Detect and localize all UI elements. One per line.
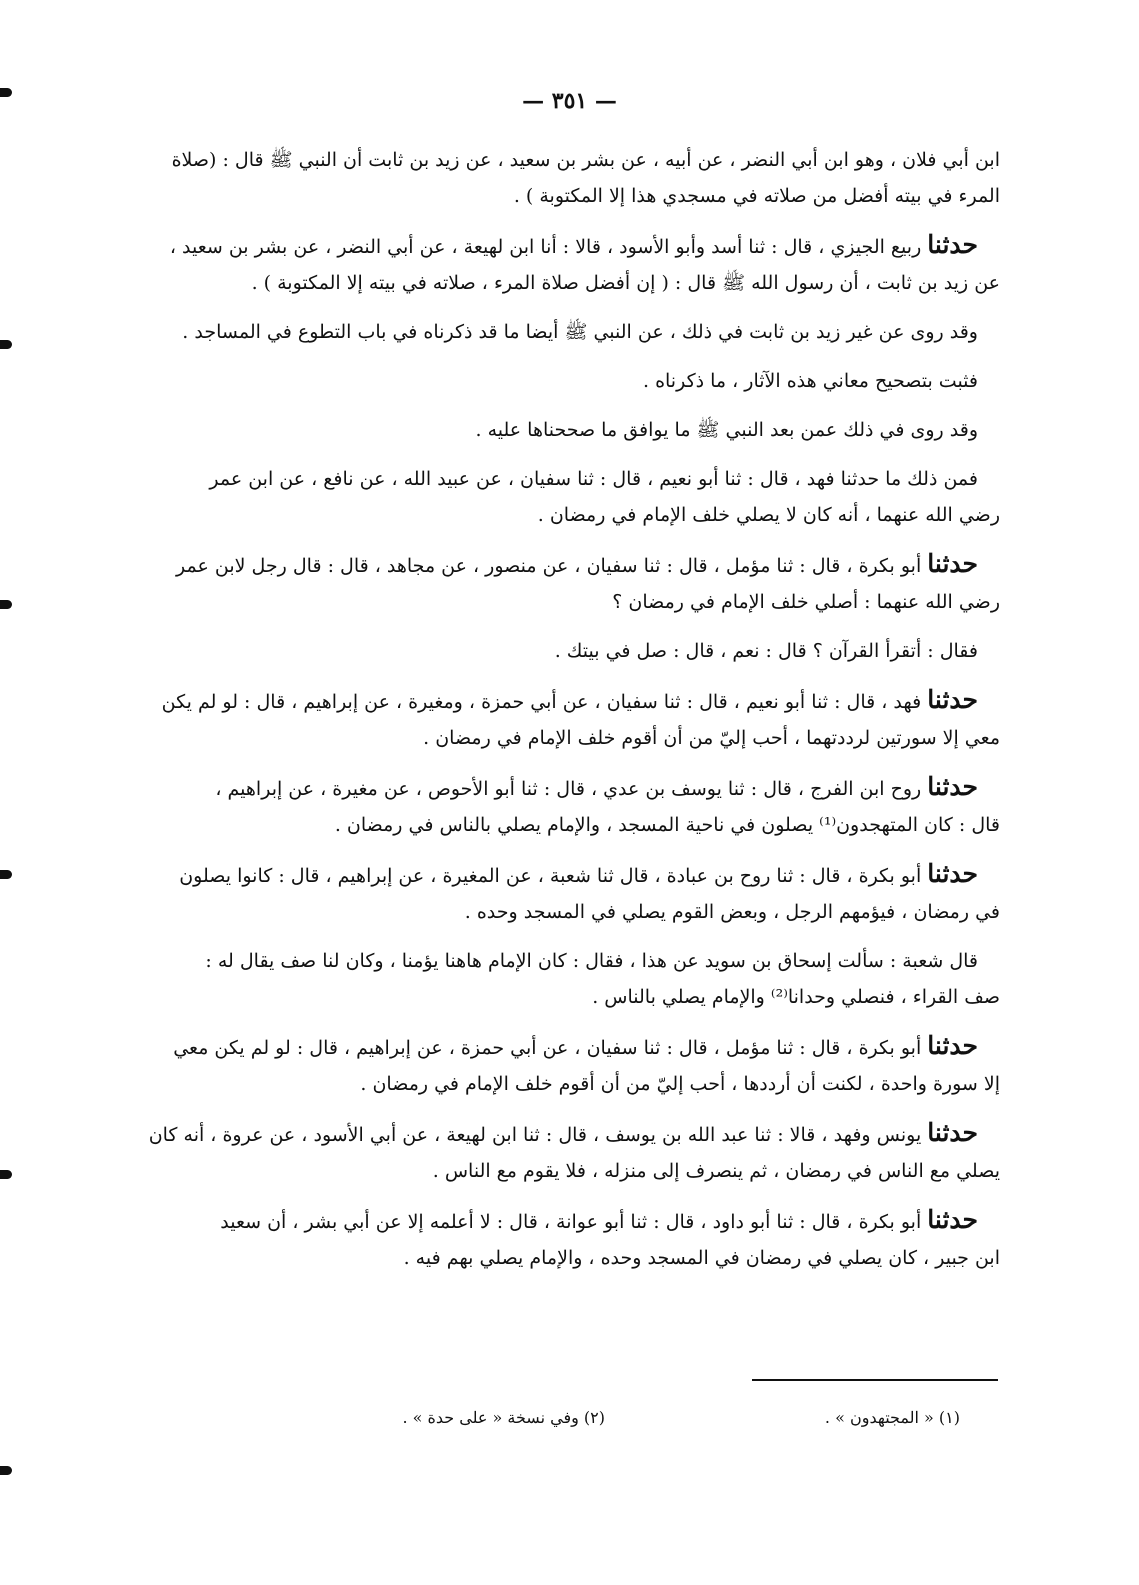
text-line bbox=[128, 1115, 1000, 1153]
text-line bbox=[128, 720, 1000, 756]
hadith-lead-word: حدثنا bbox=[927, 1118, 978, 1147]
text-line bbox=[128, 769, 1000, 807]
line-text: عن زيد بن ثابت ، أن رسول الله ﷺ قال : ( إن أفضل صلاة المرء ، صلاته في بيته إلا المكتوبة ) . bbox=[251, 272, 1000, 294]
text-line bbox=[128, 807, 1000, 843]
line-text: فقال : أتقرأ القرآن ؟ قال : نعم ، قال : صل في بيتك . bbox=[554, 640, 978, 662]
line-text: ابن أبي فلان ، وهو ابن أبي النضر ، عن أبيه ، عن بشر بن سعيد ، عن زيد بن ثابت أن النبي ﷺ قال : (صلاة bbox=[171, 149, 1000, 171]
text-line bbox=[128, 1202, 1000, 1240]
line-text: روح ابن الفرج ، قال : ثنا يوسف بن عدي ، قال : ثنا أبو الأحوص ، عن مغيرة ، عن إبراهيم ، bbox=[215, 778, 922, 800]
line-text: وقد روى في ذلك عمن بعد النبي ﷺ ما يوافق ما صححناها عليه . bbox=[475, 419, 978, 441]
footnote-2: (٢) وفي نسخة « على حدة » . bbox=[402, 1408, 605, 1427]
paragraph bbox=[128, 1028, 1000, 1102]
text-line bbox=[128, 894, 1000, 930]
paragraph bbox=[128, 943, 1000, 1015]
hadith-lead-word: حدثنا bbox=[927, 549, 978, 578]
text-line bbox=[128, 1153, 1000, 1189]
hadith-lead-word: حدثنا bbox=[927, 1205, 978, 1234]
line-text: فثبت بتصحيح معاني هذه الآثار ، ما ذكرناه . bbox=[642, 370, 978, 392]
scan-edge-mark bbox=[0, 870, 12, 879]
text-line bbox=[128, 142, 1000, 178]
hadith-lead-word: حدثنا bbox=[927, 859, 978, 888]
text-line bbox=[128, 682, 1000, 720]
hadith-lead-word: حدثنا bbox=[927, 685, 978, 714]
line-text: ابن جبير ، كان يصلي في رمضان في المسجد وحده ، والإمام يصلي بهم فيه . bbox=[403, 1247, 1000, 1269]
text-line bbox=[128, 265, 1000, 301]
page-number: — ٣٥١ — bbox=[522, 88, 617, 114]
line-text: يونس وفهد ، قالا : ثنا عبد الله بن يوسف ، قال : ثنا ابن لهيعة ، عن أبي الأسود ، عن عروة ، أنه كان bbox=[148, 1124, 922, 1146]
paragraph bbox=[128, 314, 1000, 350]
line-text: أبو بكرة ، قال : ثنا روح بن عبادة ، قال ثنا شعبة ، عن المغيرة ، عن إبراهيم ، قال : كانوا يصلون bbox=[179, 865, 922, 887]
text-line bbox=[128, 546, 1000, 584]
text-line bbox=[128, 497, 1000, 533]
line-text: المرء في بيته أفضل من صلاته في مسجدي هذا إلا المكتوبة ) . bbox=[513, 185, 1000, 207]
scan-edge-mark bbox=[0, 340, 12, 349]
paragraph bbox=[128, 1115, 1000, 1189]
scan-edge-mark bbox=[0, 1466, 12, 1475]
text-line bbox=[128, 584, 1000, 620]
line-text: فمن ذلك ما حدثنا فهد ، قال : ثنا أبو نعيم ، قال : ثنا سفيان ، عن عبيد الله ، عن نافع ، عن ابن عمر bbox=[209, 468, 978, 490]
paragraph bbox=[128, 769, 1000, 843]
line-text: وقد روى عن غير زيد بن ثابت في ذلك ، عن النبي ﷺ أيضا ما قد ذكرناه في باب التطوع في المساجد . bbox=[182, 321, 978, 343]
line-text: أبو بكرة ، قال : ثنا أبو داود ، قال : ثنا أبو عوانة ، قال : لا أعلمه إلا عن أبي بشر ، أن سعيد bbox=[220, 1211, 922, 1233]
footnote-divider bbox=[752, 1379, 998, 1381]
text-line bbox=[128, 227, 1000, 265]
text-line bbox=[128, 178, 1000, 214]
line-text: معي إلا سورتين لرددتهما ، أحب إليّ من أن أقوم خلف الإمام في رمضان . bbox=[423, 727, 1000, 749]
line-text: أبو بكرة ، قال : ثنا مؤمل ، قال : ثنا سفيان ، عن أبي حمزة ، عن إبراهيم ، قال : لو لم يكن معي bbox=[173, 1037, 922, 1059]
text-line bbox=[128, 314, 1000, 350]
scan-edge-mark bbox=[0, 1170, 12, 1179]
scan-edge-mark bbox=[0, 600, 12, 609]
hadith-lead-word: حدثنا bbox=[927, 1031, 978, 1060]
hadith-lead-word: حدثنا bbox=[927, 772, 978, 801]
line-text: أبو بكرة ، قال : ثنا مؤمل ، قال : ثنا سفيان ، عن منصور ، عن مجاهد ، قال : قال رجل لابن عمر bbox=[176, 555, 922, 577]
line-text: رضي الله عنهما ، أنه كان لا يصلي خلف الإمام في رمضان . bbox=[537, 504, 1000, 526]
line-text: فهد ، قال : ثنا أبو نعيم ، قال : ثنا سفيان ، عن أبي حمزة ، ومغيرة ، عن إبراهيم ، قال : لو لم يكن bbox=[161, 691, 922, 713]
line-text: قال شعبة : سألت إسحاق بن سويد عن هذا ، فقال : كان الإمام هاهنا يؤمنا ، وكان لنا صف يقال له : bbox=[205, 950, 978, 972]
paragraph bbox=[128, 633, 1000, 669]
paragraph bbox=[128, 412, 1000, 448]
paragraph bbox=[128, 142, 1000, 214]
text-line bbox=[128, 1028, 1000, 1066]
hadith-lead-word: حدثنا bbox=[927, 230, 978, 259]
footnote-1: (١) « المجتهدون » . bbox=[824, 1408, 960, 1427]
line-text: يصلي مع الناس في رمضان ، ثم ينصرف إلى منزله ، فلا يقوم مع الناس . bbox=[432, 1160, 1000, 1182]
text-line bbox=[128, 943, 1000, 979]
text-line bbox=[128, 856, 1000, 894]
line-text: قال : كان المتهجدون⁽¹⁾ يصلون في ناحية المسجد ، والإمام يصلي بالناس في رمضان . bbox=[334, 814, 1000, 836]
line-text: في رمضان ، فيؤمهم الرجل ، وبعض القوم يصلي في المسجد وحده . bbox=[464, 901, 1000, 923]
main-text bbox=[128, 142, 1000, 1289]
text-line bbox=[128, 1066, 1000, 1102]
text-line bbox=[128, 633, 1000, 669]
text-line bbox=[128, 979, 1000, 1015]
footnotes bbox=[300, 1408, 960, 1438]
line-text: رضي الله عنهما : أصلي خلف الإمام في رمضان ؟ bbox=[612, 591, 1000, 613]
paragraph bbox=[128, 546, 1000, 620]
paragraph bbox=[128, 461, 1000, 533]
paragraph bbox=[128, 856, 1000, 930]
text-line bbox=[128, 363, 1000, 399]
paragraph bbox=[128, 682, 1000, 756]
line-text: إلا سورة واحدة ، لكنت أن أرددها ، أحب إليّ من أن أقوم خلف الإمام في رمضان . bbox=[360, 1073, 1000, 1095]
line-text: ربيع الجيزي ، قال : ثنا أسد وأبو الأسود ، قالا : أنا ابن لهيعة ، عن أبي النضر ، عن بشر بن سعيد ، bbox=[169, 236, 922, 258]
text-line bbox=[128, 461, 1000, 497]
text-line bbox=[128, 412, 1000, 448]
paragraph bbox=[128, 227, 1000, 301]
line-text: صف القراء ، فنصلي وحدانا⁽²⁾ والإمام يصلي بالناس . bbox=[592, 986, 1000, 1008]
paragraph bbox=[128, 1202, 1000, 1276]
text-line bbox=[128, 1240, 1000, 1276]
paragraph bbox=[128, 363, 1000, 399]
